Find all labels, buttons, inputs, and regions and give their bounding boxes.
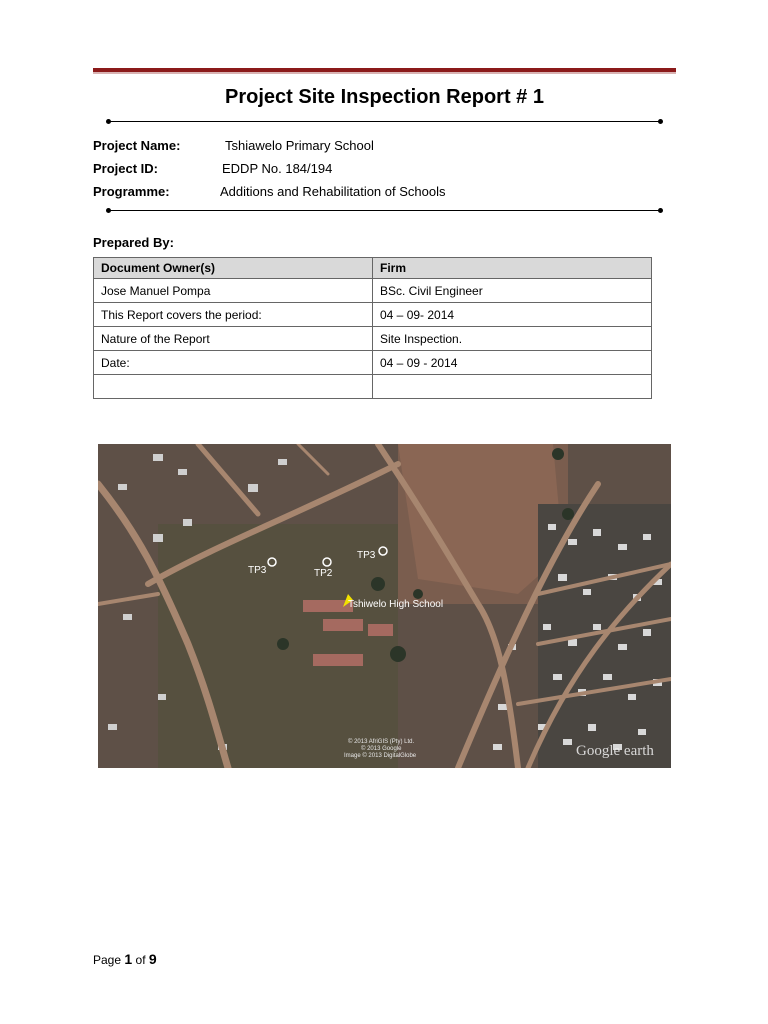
programme-label: Programme: xyxy=(93,184,170,199)
prepared-by-label: Prepared By: xyxy=(93,235,174,250)
google-earth-logo: Google earth xyxy=(576,743,654,759)
project-id-label: Project ID: xyxy=(93,161,159,176)
project-name-value: Tshiawelo Primary School xyxy=(225,138,374,153)
table-cell: Jose Manuel Pompa xyxy=(94,279,373,303)
table-cell xyxy=(94,375,373,399)
table-row xyxy=(94,279,652,303)
table-row xyxy=(94,375,652,399)
divider-bottom xyxy=(108,210,661,211)
table-header-firm: Firm xyxy=(373,258,652,279)
project-name-label: Project Name: xyxy=(93,138,181,153)
table-cell: 04 – 09 - 2014 xyxy=(373,351,652,375)
school-label: Tshiwelo High School xyxy=(348,599,444,610)
page-word: Page xyxy=(93,953,122,967)
table-header-row xyxy=(94,258,652,279)
table-cell xyxy=(373,375,652,399)
tp3-right-label: TP3 xyxy=(357,550,376,561)
project-id-value: EDDP No. 184/194 xyxy=(222,161,333,176)
map-copyright-1: © 2013 AfriGIS (Pty) Ltd. xyxy=(348,739,415,745)
header-rule-shadow xyxy=(93,72,676,74)
programme-value: Additions and Rehabilitation of Schools xyxy=(220,184,446,199)
divider-top xyxy=(108,121,661,122)
table-cell: 04 – 09- 2014 xyxy=(373,303,652,327)
tp2-label: TP2 xyxy=(314,568,333,579)
map-copyright-2: © 2013 Google xyxy=(361,746,402,752)
table-header-owner: Document Owner(s) xyxy=(94,258,373,279)
report-title: Project Site Inspection Report # 1 xyxy=(225,86,544,108)
table-cell: This Report covers the period: xyxy=(94,303,373,327)
page-number: 1 xyxy=(124,951,133,967)
aerial-site-image xyxy=(98,444,671,768)
of-word: of xyxy=(135,953,146,967)
table-row xyxy=(94,351,652,375)
table-cell: BSc. Civil Engineer xyxy=(373,279,652,303)
table-cell: Site Inspection. xyxy=(373,327,652,351)
table-cell: Date: xyxy=(94,351,373,375)
table-row xyxy=(94,303,652,327)
table-row xyxy=(94,327,652,351)
document-owner-table xyxy=(93,257,652,399)
table-cell: Nature of the Report xyxy=(94,327,373,351)
page-footer xyxy=(93,951,157,967)
tp3-left-label: TP3 xyxy=(248,565,267,576)
map-copyright-3: Image © 2013 DigitalGlobe xyxy=(344,753,417,759)
page-total: 9 xyxy=(148,951,157,967)
aerial-map-svg xyxy=(98,444,671,768)
